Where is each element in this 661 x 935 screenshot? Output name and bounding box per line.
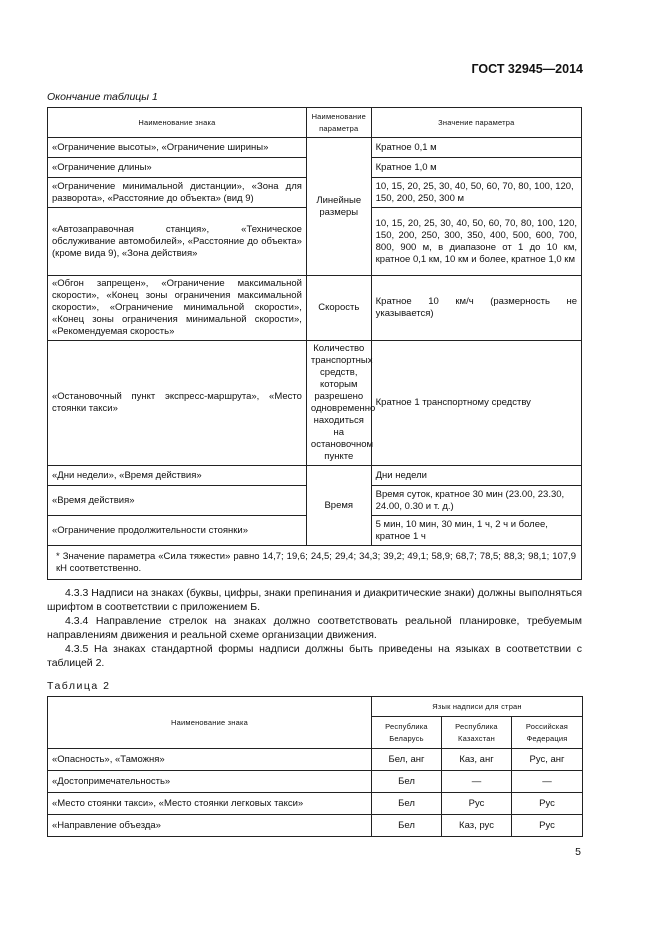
belarus-cell: Бел, анг bbox=[372, 749, 442, 771]
parameter-name-cell: Время bbox=[306, 466, 371, 546]
sign-name-cell: «Дни недели», «Время действия» bbox=[48, 466, 307, 486]
column-header-russia: Российская Федерация bbox=[512, 717, 583, 749]
russia-cell: Рус bbox=[512, 815, 583, 837]
table2-header-row bbox=[48, 697, 583, 717]
table-row bbox=[48, 749, 583, 771]
column-header-kazakhstan: Республика Казахстан bbox=[442, 717, 512, 749]
sign-name-cell: «Ограничение высоты», «Ограничение ширины» bbox=[48, 138, 307, 158]
parameter-value-cell: Кратное 1 транспортному средству bbox=[371, 341, 581, 466]
table1-header-row bbox=[48, 108, 582, 138]
table1-caption: Окончание таблицы 1 bbox=[47, 91, 158, 103]
table-row bbox=[48, 466, 582, 486]
russia-cell: Рус bbox=[512, 793, 583, 815]
parameter-value-cell: 10, 15, 20, 25, 30, 40, 50, 60, 70, 80, 100, 120, 150, 200, 250, 300, 350, 400, 500, 600, 700, 800, 900 м, в диапазоне от 1 до 10 км, кратное 0,1 км, 10 км и более, кратное 1,0 км bbox=[371, 208, 581, 276]
parameter-name-cell: Линейные размеры bbox=[306, 138, 371, 276]
table1-footnote: * Значение параметра «Сила тяжести» равно 14,7; 19,6; 24,5; 29,4; 34,3; 39,2; 49,1; 58,9; 68,7; 78,5; 88,3; 98,1; 107,9 кН соответственно. bbox=[48, 546, 582, 580]
russia-cell: Рус, анг bbox=[512, 749, 583, 771]
sign-name-cell: «Автозаправочная станция», «Техническое обслуживание автомобилей», «Расстояние до объекта» (кроме вида 9), «Зона действия» bbox=[48, 208, 307, 276]
sign-name-cell: «Ограничение продолжительности стоянки» bbox=[48, 516, 307, 546]
table-1 bbox=[47, 107, 582, 580]
kazakhstan-cell: — bbox=[442, 771, 512, 793]
table-row bbox=[48, 771, 583, 793]
column-header-parameter-name: Наименование параметра bbox=[306, 108, 371, 138]
sign-name-cell: «Ограничение длины» bbox=[48, 158, 307, 178]
parameter-value-cell: Дни недели bbox=[371, 466, 581, 486]
sign-name-cell: «Остановочный пункт экспресс-маршрута», «Место стоянки такси» bbox=[48, 341, 307, 466]
table-row bbox=[48, 276, 582, 341]
page-number: 5 bbox=[575, 846, 581, 858]
column-header-sign-name: Наименование знака bbox=[48, 108, 307, 138]
parameter-value-cell: Кратное 1,0 м bbox=[371, 158, 581, 178]
body-paragraphs bbox=[47, 586, 582, 670]
column-header-parameter-value: Значение параметра bbox=[371, 108, 581, 138]
paragraph-4-3-4: 4.3.4 Направление стрелок на знаках должно соответствовать реальной планировке, требуемым направлениям движения и реальной схеме организации движения. bbox=[47, 615, 582, 641]
kazakhstan-cell: Каз, рус bbox=[442, 815, 512, 837]
table-row bbox=[48, 341, 582, 466]
table2-caption: Таблица 2 bbox=[47, 680, 111, 692]
sign-name-cell: «Направление объезда» bbox=[48, 815, 372, 837]
parameter-name-cell: Количество транспортных средств, которым разрешено одновременно находиться на остановочном пункте bbox=[306, 341, 371, 466]
sign-name-cell: «Обгон запрещен», «Ограничение максимальной скорости», «Конец зоны ограничения максимальной скорости», «Ограничение минимальной скорости», «Конец зоны ограничения минимальной скорости», «Рекомендуемая скорость» bbox=[48, 276, 307, 341]
sign-name-cell: «Ограничение минимальной дистанции», «Зона для разворота», «Расстояние до объекта» (вид 9) bbox=[48, 178, 307, 208]
document-number: ГОСТ 32945—2014 bbox=[471, 62, 583, 76]
paragraph-4-3-3: 4.3.3 Надписи на знаках (буквы, цифры, знаки препинания и диакритические знаки) должны выполняться шрифтом в соответствии с приложением Б. bbox=[47, 587, 582, 613]
table-row bbox=[48, 138, 582, 158]
belarus-cell: Бел bbox=[372, 793, 442, 815]
table1-footnote-row bbox=[48, 546, 582, 580]
sign-name-cell: «Время действия» bbox=[48, 486, 307, 516]
column-header-belarus: Республика Беларусь bbox=[372, 717, 442, 749]
sign-name-cell: «Место стоянки такси», «Место стоянки легковых такси» bbox=[48, 793, 372, 815]
table-row bbox=[48, 815, 583, 837]
parameter-value-cell: Время суток, кратное 30 мин (23.00, 23.30, 24.00, 0.30 и т. д.) bbox=[371, 486, 581, 516]
belarus-cell: Бел bbox=[372, 815, 442, 837]
parameter-value-cell: 5 мин, 10 мин, 30 мин, 1 ч, 2 ч и более, кратное 1 ч bbox=[371, 516, 581, 546]
parameter-value-cell: Кратное 10 км/ч (размерность не указывается) bbox=[371, 276, 581, 341]
table-row bbox=[48, 793, 583, 815]
sign-name-cell: «Опасность», «Таможня» bbox=[48, 749, 372, 771]
paragraph-4-3-5: 4.3.5 На знаках стандартной формы надписи должны быть приведены на языках в соответствии с таблицей 2. bbox=[47, 643, 582, 669]
russia-cell: — bbox=[512, 771, 583, 793]
column-header-language-group: Язык надписи для стран bbox=[372, 697, 583, 717]
table-2 bbox=[47, 696, 583, 837]
parameter-value-cell: 10, 15, 20, 25, 30, 40, 50, 60, 70, 80, 100, 120, 150, 200, 250, 300 м bbox=[371, 178, 581, 208]
sign-name-cell: «Достопримечательность» bbox=[48, 771, 372, 793]
kazakhstan-cell: Каз, анг bbox=[442, 749, 512, 771]
belarus-cell: Бел bbox=[372, 771, 442, 793]
column-header-sign-name: Наименование знака bbox=[48, 697, 372, 749]
parameter-name-cell: Скорость bbox=[306, 276, 371, 341]
kazakhstan-cell: Рус bbox=[442, 793, 512, 815]
parameter-value-cell: Кратное 0,1 м bbox=[371, 138, 581, 158]
